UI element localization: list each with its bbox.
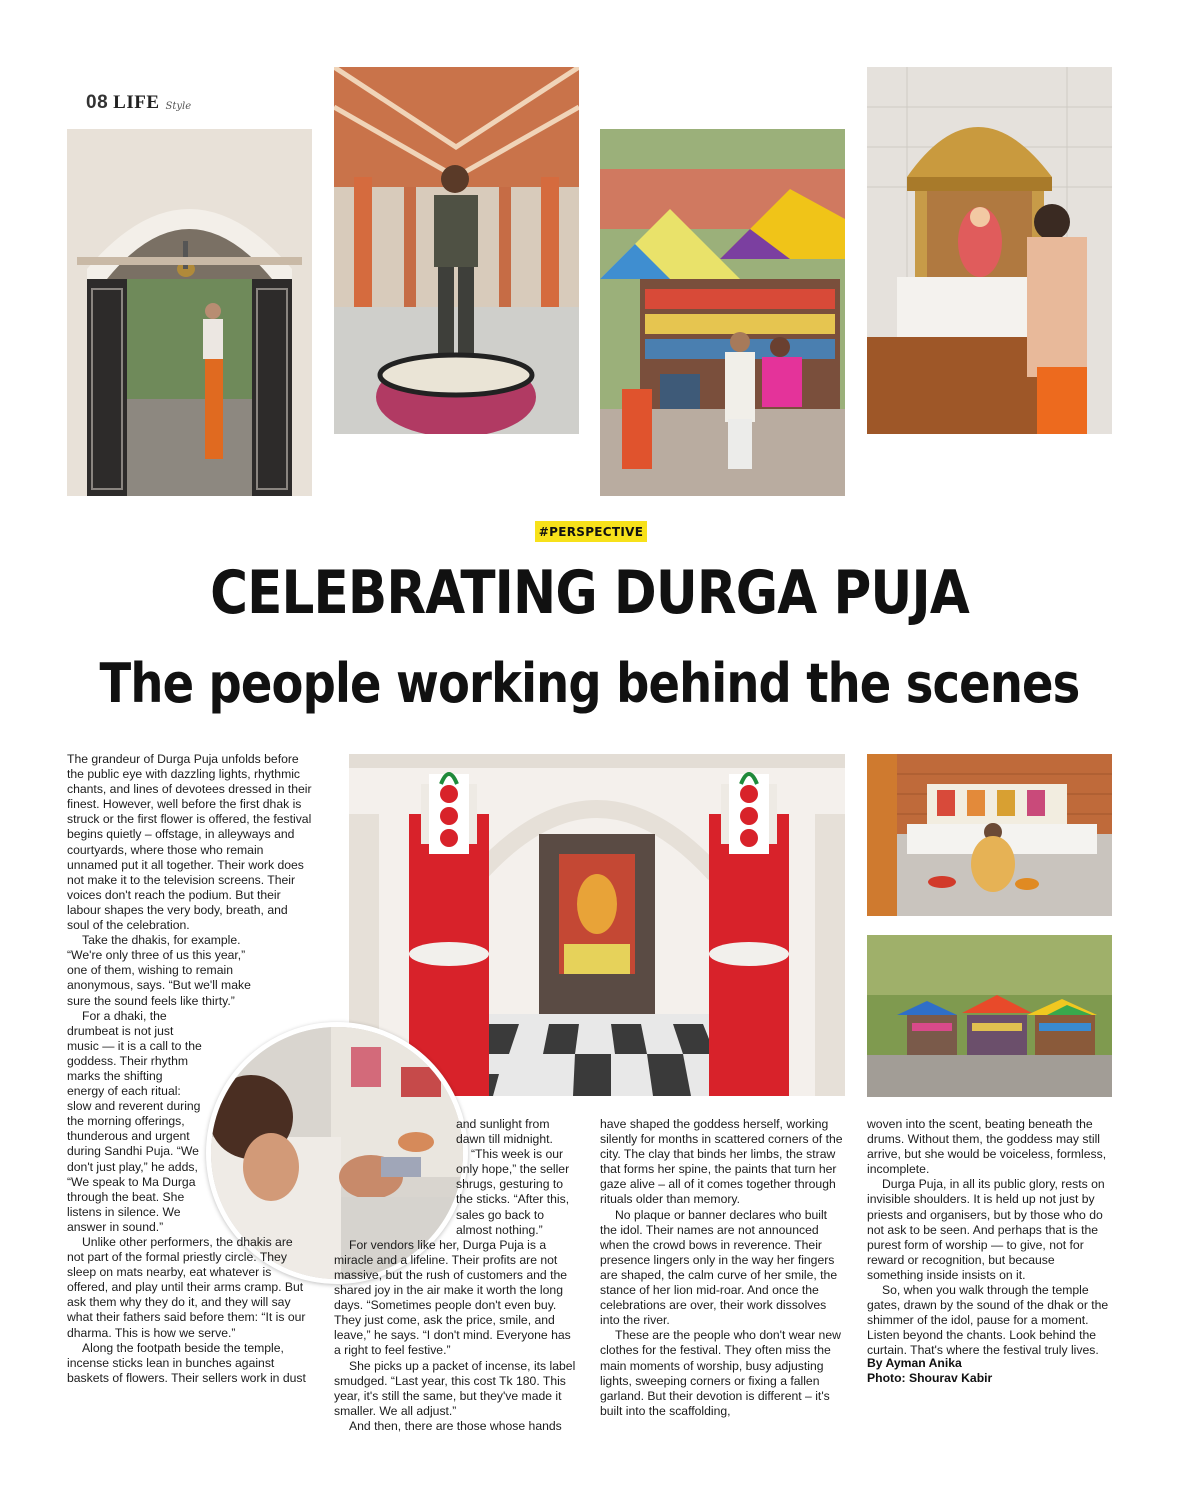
photo-idol-shrine: [867, 67, 1112, 434]
article-column-2: [334, 1117, 579, 1434]
paragraph: woven into the scent, beating beneath the drums. Without them, the goddess may still arrive, but she would be voiceless, formless, incomplete.: [867, 1117, 1107, 1177]
photo-temple-interior: [349, 754, 845, 1096]
paragraph: Along the footpath beside the temple, incense sticks lean in bunches against baskets of flowers. Their sellers work in dust: [67, 1340, 306, 1385]
photo-market-stall: [600, 129, 845, 496]
paragraph: Durga Puja, in all its public glory, rests on invisible shoulders. It is held up not just by priests and organisers, but by those who do not ask to be seen. And perhaps that is the purest form of worship — to give, not for reward or recognition, but because something inside insists on it.: [867, 1177, 1105, 1282]
article-column-1: [67, 752, 312, 1386]
byline-author: By Ayman Anika: [867, 1356, 962, 1370]
paragraph: “This week is our only hope,” the seller shrugs, gesturing to the sticks. “After this, sales go back to almost nothing.”: [456, 1147, 570, 1237]
paragraph: She picks up a packet of incense, its label smudged. “Last year, this cost Tk 180. This year, it's still the same, but they've made it smaller. We all adjust.”: [334, 1358, 576, 1418]
brand-logo: LIFE: [113, 92, 160, 113]
paragraph: These are the people who don't wear new clothes for the festival. They often miss the main moments of worship, busy adjusting lights, sweeping corners or fixing a fallen garland. But their devotion is different – it's built into the scaffolding,: [600, 1328, 841, 1418]
photo-street-stalls: [867, 935, 1112, 1097]
paragraph: For vendors like her, Durga Puja is a miracle and a lifeline. Their profits are not massive, but the rush of customers and the shared joy in the air make it worth the long days. “Sometimes people don't even buy. They just come, ask the price, smile, and leave,” he says. “I don't mind. Everyone has a right to feel festive.”: [334, 1237, 571, 1358]
paragraph: have shaped the goddess herself, working silently for months in scattered corners of the city. The clay that binds her limbs, the straw that forms her spine, the paints that turn her gaze alive – all of it comes together through rituals older than memory.: [600, 1117, 843, 1207]
brand-sub: Style: [165, 101, 192, 112]
photo-dhaki-drummer: [334, 67, 579, 434]
masthead: [86, 88, 191, 112]
photo-temple-bell: [67, 129, 312, 496]
headline: CELEBRATING DURGA PUJA: [210, 558, 969, 628]
paragraph: and sunlight from dawn till midnight.: [456, 1117, 553, 1147]
article-column-4: [867, 1117, 1112, 1359]
paragraph: For a dhaki, the drumbeat is not just music — it is a call to the goddess. Their rhythm marks the shifting energy of each ritual: slow and reverent during the morning offerings, thunderous and urgent during Sandhi Puja. “We don't just play,” he adds, “We speak to Ma Durga through the beat. She listens in silence. We answer in sound.”: [67, 1008, 202, 1234]
section-tag: #PERSPECTIVE: [535, 521, 647, 542]
paragraph: Unlike other performers, the dhakis are not part of the formal priestly circle. They sleep on mats nearby, eat whatever is offered, and play until their arms cramp. But ask them why they do it, and they will say what their fathers said before them: “It is our dharma. This is how we serve.”: [67, 1235, 306, 1340]
paragraph: So, when you walk through the temple gates, drawn by the sound of the dhak or the shimmer of the idol, pause for a moment. Listen beyond the chants. Look behind the curtain. That's where the festival truly lives.: [867, 1283, 1109, 1358]
photo-worship-offering: [867, 754, 1112, 916]
article-column-3: [600, 1117, 845, 1419]
subheadline: The people working behind the scenes: [99, 652, 1080, 715]
byline: [867, 1356, 1112, 1387]
paragraph: The grandeur of Durga Puja unfolds before the public eye with dazzling lights, rhythmic chants, and lines of devotees dressed in their finest. However, well before the first dhak is struck or the first flower is offered, the festival begins quietly – offstage, in alleyways and courtyards, where those who remain unnamed put it all together. Their work does not make it to the television screens. Their voices don't reach the podium. But their labour shapes the very body, breath, and soul of the celebration.: [67, 752, 312, 933]
paragraph: No plaque or banner declares who built the idol. Their names are not announced when the crowd bows in reverence. Their presence lingers only in the way her fingers are shaped, the calm curve of her smile, the stance of her lion mid-roar. And once the celebrations are over, their work dissolves into the river.: [600, 1207, 838, 1328]
paragraph: And then, there are those whose hands: [349, 1418, 562, 1433]
byline-photo-credit: Photo: Shourav Kabir: [867, 1371, 993, 1386]
paragraph: Take the dhakis, for example. “We're only three of us this year,” one of them, wishing to remain anonymous, says. “But we'll make sure the sound feels like thirty.”: [67, 933, 251, 1008]
page-number: 08: [86, 92, 109, 113]
